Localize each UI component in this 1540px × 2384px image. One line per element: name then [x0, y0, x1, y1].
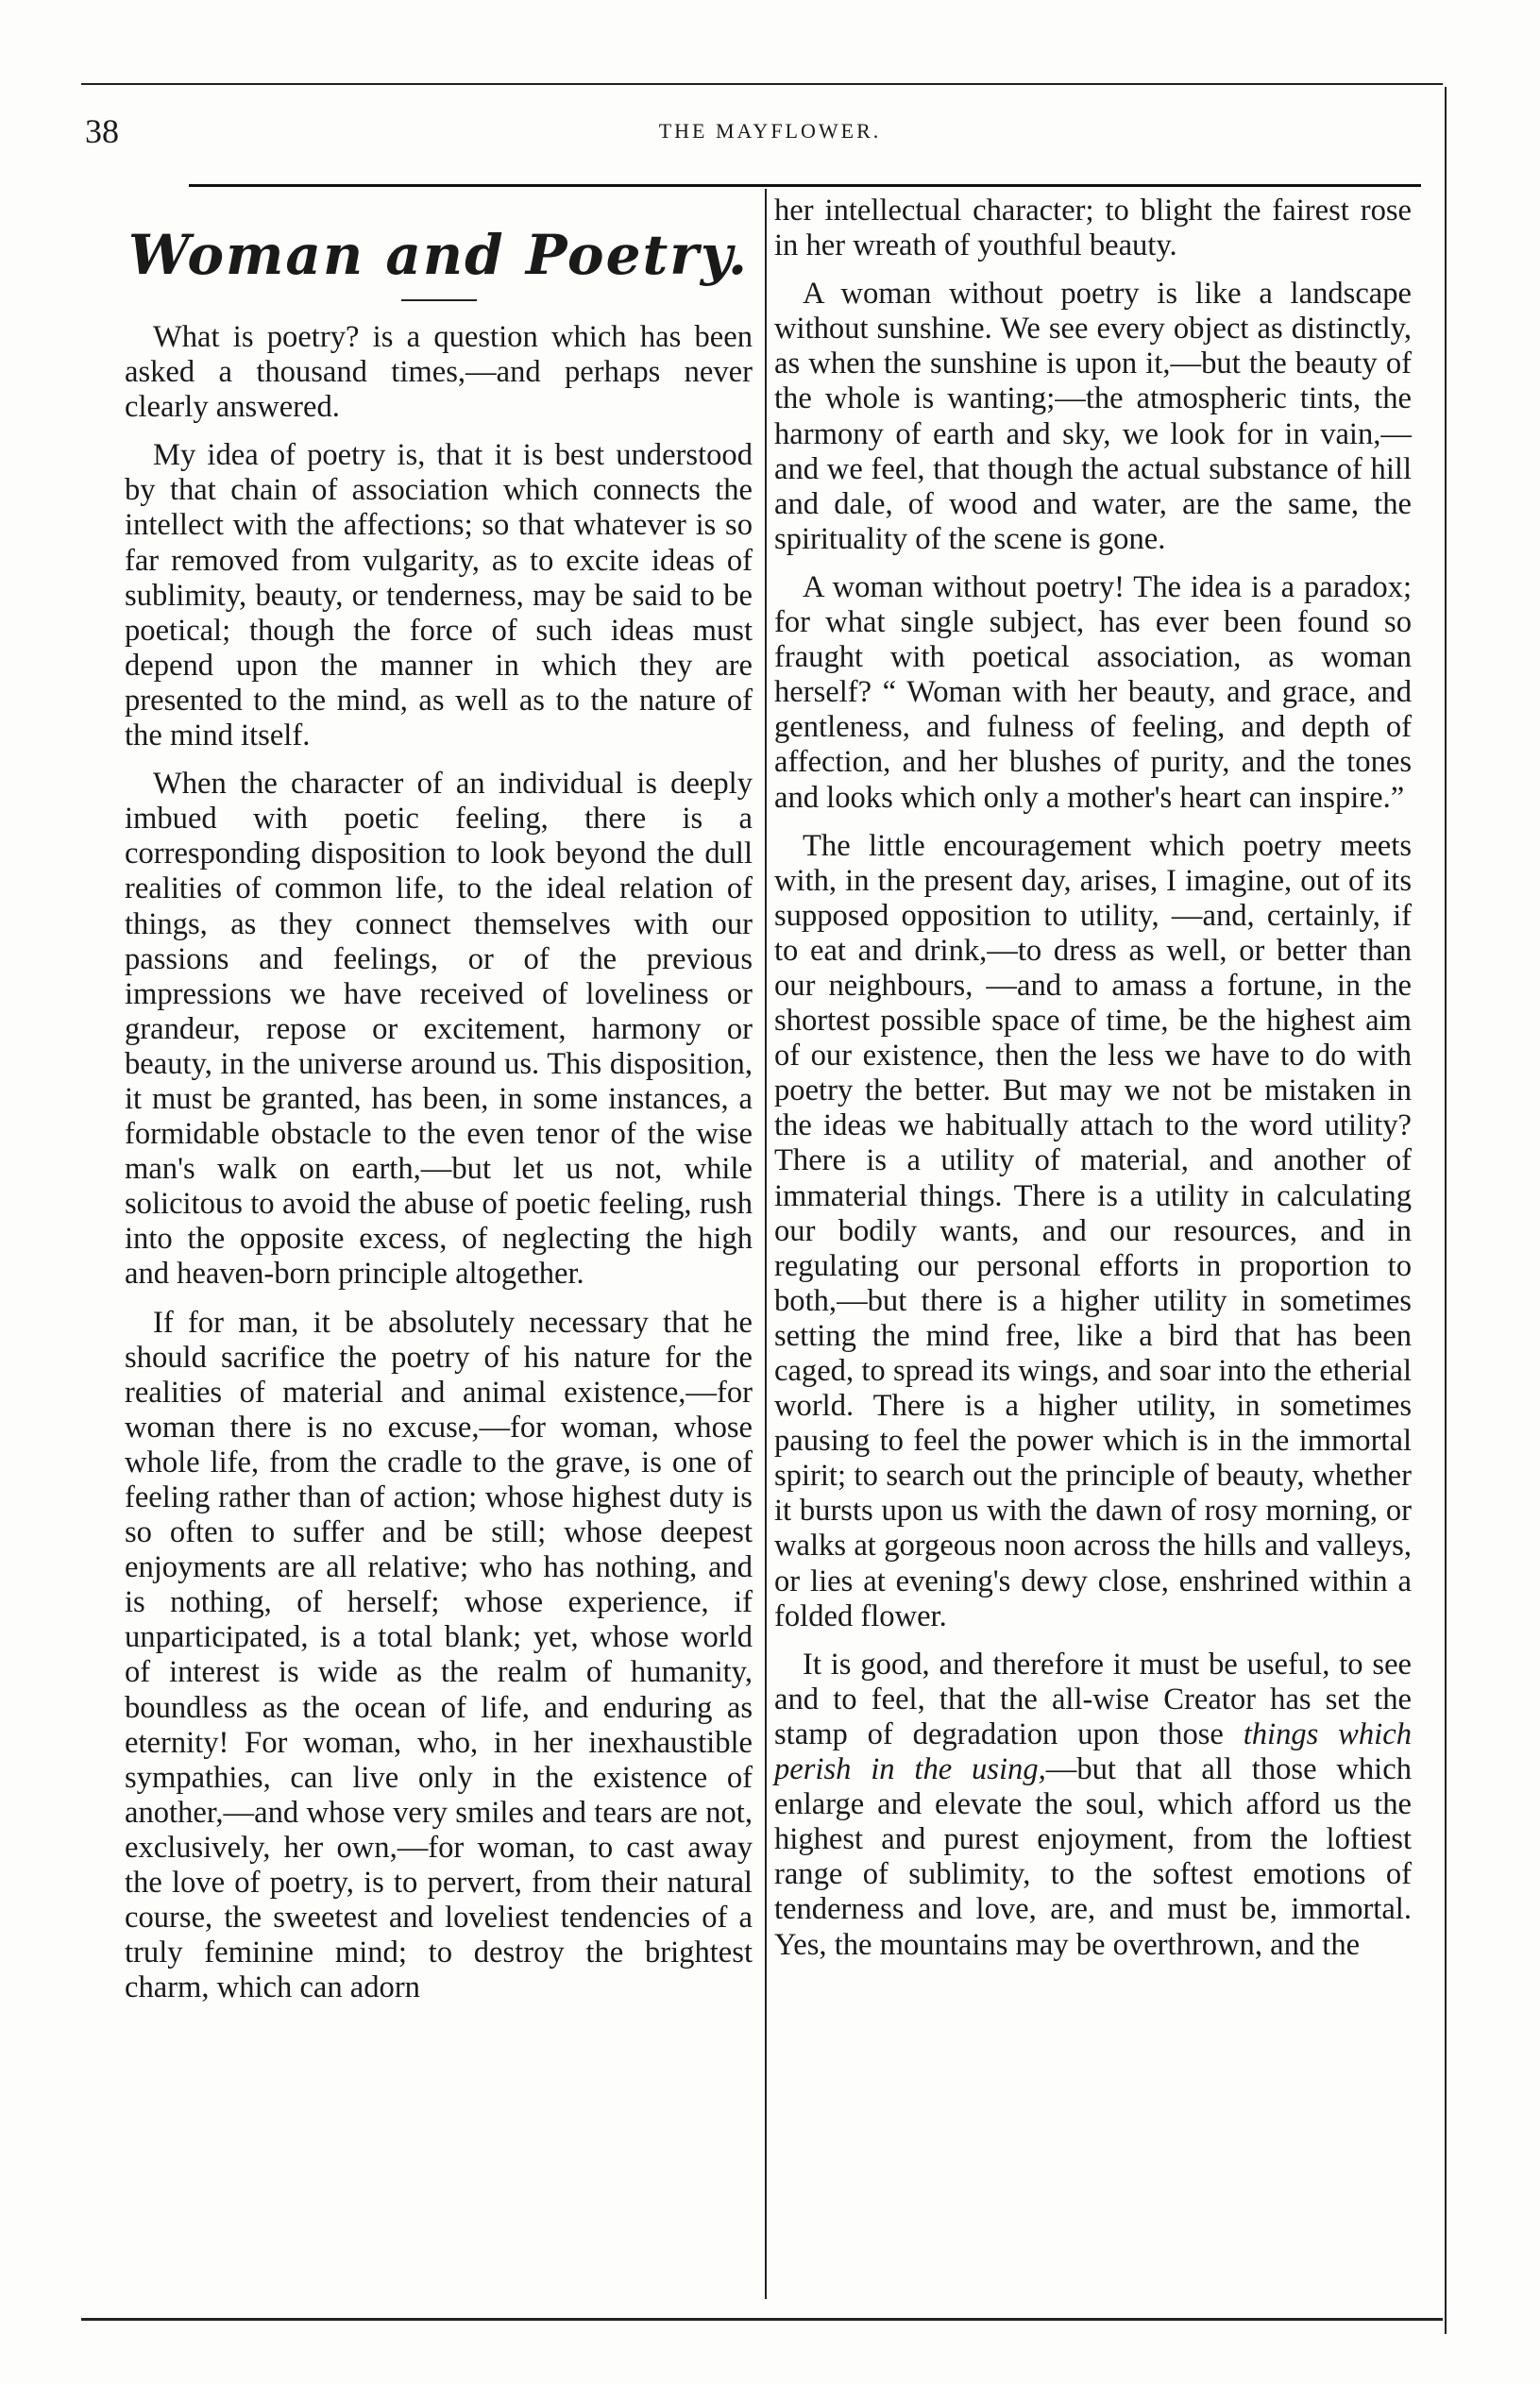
paragraph: My idea of poetry is, that it is best understood by that chain of association which connects the intellect with the affections; so that whatever is so far removed from vulgarity, as to excite ideas of sublimity, beauty, or tenderness, may be said to be poetical; though the force of such ideas must depend upon the manner in which they are presented to the mind, as well as to the nature of the mind itself. — [125, 438, 753, 753]
page-number: 38 — [85, 112, 119, 150]
running-head: THE MAYFLOWER. — [658, 119, 882, 143]
emphasis-text: things which perish in the using, — [774, 1716, 1412, 1787]
top-border-rule — [81, 83, 1443, 85]
bottom-border-rule — [81, 2318, 1443, 2321]
paragraph-text: It is good, and therefore it must be useful, to see and to feel, that the all-wise Creator has set the stamp of degradation upon those — [774, 1647, 1412, 1751]
right-column — [774, 194, 1412, 1976]
header-rule — [189, 184, 1421, 187]
paragraph: The little encouragement which poetry meets with, in the present day, arises, I imagine, out of its supposed opposition to utility, —and, certainly, if to eat and drink,—to dress as well, or better than our neighbours, —and to amass a fortune, in the shortest possible space of time, be the highest aim of our existence, then the less we have to do with poetry the better. But may we not be mistaken in the ideas we habitually attach to the word utility? There is a utility of material, and another of immaterial things. There is a utility in calculating our bodily wants, and our resources, and in regulating our personal efforts in proportion to both,—but there is a higher utility in sometimes setting the mind free, like a bird that has been caged, to spread its wings, and soar into the etherial world. There is a higher utility, in sometimes pausing to feel the power which is in the immortal spirit; to search out the principle of beauty, whether it bursts upon us with the dawn of rosy morning, or walks at gorgeous noon across the hills and valleys, or lies at evening's dewy close, enshrined within a folded flower. — [774, 828, 1412, 1633]
paragraph: A woman without poetry! The idea is a paradox; for what single subject, has ever been found so fraught with poetical association, as woman herself? “ Woman with her beauty, and grace, and gentleness, and fulness of feeling, and depth of affection, and her blushes of purity, and the tones and looks which only a mother's heart can inspire.” — [774, 569, 1412, 815]
paragraph-text: —but that all those which enlarge and elevate the soul, which afford us the highest and purest enjoyment, from the loftiest range of sublimity, to the softest emotions of tenderness and love, are, and must be, immortal. Yes, the mountains may be overthrown, and the — [774, 1752, 1412, 1962]
left-column — [125, 194, 753, 2019]
right-border-line — [1445, 87, 1447, 2334]
paragraph — [774, 1648, 1412, 1963]
paragraph: What is poetry? is a question which has been asked a thousand times,—and perhaps never clearly answered. — [125, 320, 753, 425]
paragraph: A woman without poetry is like a landscape without sunshine. We see every object as distinctly, as when the sunshine is upon it,—but the beauty of the whole is wanting;—the atmospheric tints, the harmony of earth and sky, we look for in vain,—and we feel, that though the actual substance of hill and dale, of wood and water, are the same, the spirituality of the scene is gone. — [774, 277, 1412, 556]
article-title: Woman and Poetry. — [127, 223, 750, 287]
paragraph: When the character of an individual is deeply imbued with poetic feeling, there is a corresponding disposition to look beyond the dull realities of common life, to the ideal relation of things, as they connect themselves with our passions and feelings, or of the previous impressions we have received of loveliness or grandeur, repose or excitement, harmony or beauty, in the universe around us. This disposition, it must be granted, has been, in some instances, a formidable obstacle to the even tenor of the wise man's walk on earth,—but let us not, while solicitous to avoid the abuse of poetic feeling, rush into the opposite excess, of neglecting the high and heaven-born principle altogether. — [125, 767, 753, 1292]
paragraph-continuation: her intellectual character; to blight the fairest rose in her wreath of youthful beauty. — [774, 194, 1412, 263]
title-rule — [401, 299, 477, 301]
column-divider — [765, 189, 767, 2299]
paragraph: If for man, it be absolutely necessary that he should sacrifice the poetry of his nature for the realities of material and animal existence,—for woman there is no excuse,—for woman, whose whole life, from the cradle to the grave, is one of feeling rather than of action; whose highest duty is so often to suffer and be still; whose deepest enjoyments are all relative; who has nothing, and is nothing, of herself; whose experience, if unparticipated, is a total blank; yet, whose world of interest is wide as the realm of humanity, boundless as the ocean of life, and enduring as eternity! For woman, who, in her inexhaustible sympathies, can live only in the existence of another,—and whose very smiles and tears are not, exclusively, her own,—for woman, to cast away the love of poetry, is to pervert, from their natural course, the sweetest and loveliest tendencies of a truly feminine mind; to destroy the brightest charm, which can adorn — [125, 1305, 753, 2005]
